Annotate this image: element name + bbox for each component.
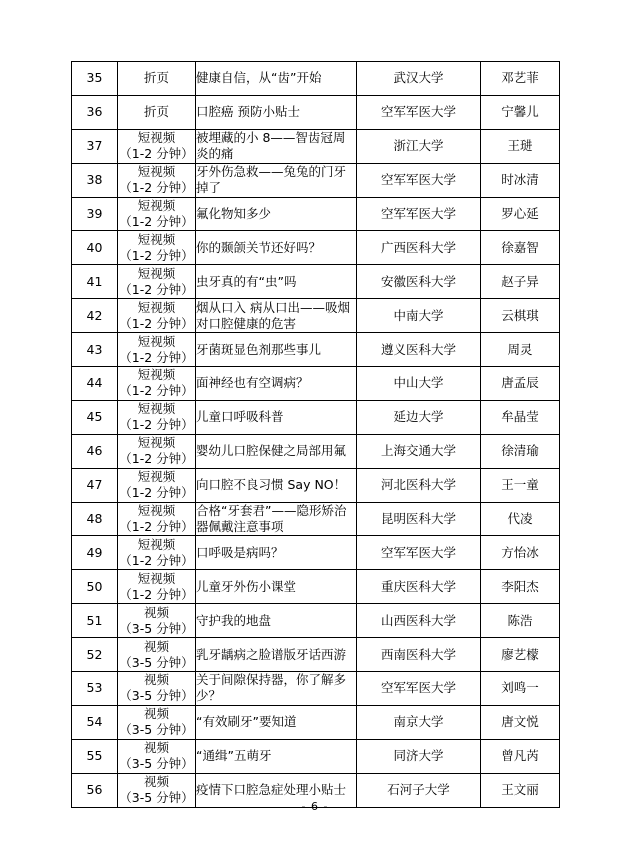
entry-title: 口腔癌 预防小贴士 bbox=[196, 95, 357, 129]
entry-type-line: 短视频 bbox=[137, 503, 176, 519]
page-number: - 6 - bbox=[301, 800, 329, 813]
entry-title: 合格“牙套君”——隐形矫治器佩戴注意事项 bbox=[196, 502, 357, 536]
entry-type-line: 短视频 bbox=[137, 198, 176, 213]
entry-author: 罗心延 bbox=[481, 197, 560, 231]
entry-author: 时冰清 bbox=[481, 163, 560, 197]
table-row bbox=[72, 265, 560, 299]
entry-title: 面神经也有空调病？ bbox=[196, 367, 357, 401]
entry-university: 中山大学 bbox=[357, 367, 481, 401]
table-row bbox=[72, 129, 560, 163]
entry-university: 空军军医大学 bbox=[357, 95, 481, 129]
entry-university: 河北医科大学 bbox=[357, 468, 481, 502]
entry-type bbox=[118, 299, 196, 333]
entry-number: 52 bbox=[72, 638, 118, 672]
entry-type-line: （3-5 分钟） bbox=[119, 620, 194, 636]
entry-number: 55 bbox=[72, 739, 118, 773]
entry-university: 昆明医科大学 bbox=[357, 502, 481, 536]
table-row bbox=[72, 62, 560, 96]
entry-type-line: 短视频 bbox=[137, 231, 176, 247]
table-row bbox=[72, 468, 560, 502]
entry-type-line: （1-2 分钟） bbox=[119, 383, 194, 399]
table-row bbox=[72, 672, 560, 706]
entry-author: 刘鸣一 bbox=[481, 672, 560, 706]
entry-number: 35 bbox=[72, 62, 118, 96]
entry-number: 41 bbox=[72, 265, 118, 299]
entry-university: 浙江大学 bbox=[357, 129, 481, 163]
entry-number: 53 bbox=[72, 672, 118, 706]
entry-university: 空军军医大学 bbox=[357, 672, 481, 706]
entry-type-line: （1-2 分钟） bbox=[119, 214, 194, 229]
entry-university: 空军军医大学 bbox=[357, 197, 481, 231]
entry-type-line: 短视频 bbox=[137, 265, 176, 281]
entry-title: 儿童牙外伤小课堂 bbox=[196, 570, 357, 604]
table-row bbox=[72, 638, 560, 672]
entry-number: 51 bbox=[72, 604, 118, 638]
entry-university: 空军军医大学 bbox=[357, 536, 481, 570]
entry-type bbox=[118, 705, 196, 739]
works-table-body bbox=[72, 62, 560, 808]
entry-author: 唐文悦 bbox=[481, 705, 560, 739]
entry-type-line: （3-5 分钟） bbox=[119, 654, 194, 670]
entry-type-line: （1-2 分钟） bbox=[119, 180, 194, 196]
entry-university: 安徽医科大学 bbox=[357, 265, 481, 299]
entry-type-line: （1-2 分钟） bbox=[119, 451, 194, 467]
entry-title: 氟化物知多少 bbox=[196, 197, 357, 231]
entry-author: 邓艺菲 bbox=[481, 62, 560, 96]
table-row bbox=[72, 299, 560, 333]
table-row bbox=[72, 739, 560, 773]
entry-type bbox=[118, 231, 196, 265]
entry-type bbox=[118, 367, 196, 401]
entry-author: 牟晶莹 bbox=[481, 400, 560, 434]
entry-author: 方怡冰 bbox=[481, 536, 560, 570]
entry-type-line: （1-2 分钟） bbox=[119, 586, 194, 602]
entry-author: 陈浩 bbox=[481, 604, 560, 638]
entry-type-line: （1-2 分钟） bbox=[119, 247, 194, 263]
entry-type bbox=[118, 502, 196, 536]
entry-type bbox=[118, 434, 196, 468]
entry-type-line: 短视频 bbox=[137, 536, 176, 552]
entry-author: 李阳杰 bbox=[481, 570, 560, 604]
entry-author: 廖艺檬 bbox=[481, 638, 560, 672]
entry-author: 云棋琪 bbox=[481, 299, 560, 333]
entry-type-line: （1-2 分钟） bbox=[119, 349, 194, 365]
table-row bbox=[72, 570, 560, 604]
entry-university: 广西医科大学 bbox=[357, 231, 481, 265]
entry-university: 空军军医大学 bbox=[357, 163, 481, 197]
entry-number: 42 bbox=[72, 299, 118, 333]
entry-type-line: （1-2 分钟） bbox=[119, 552, 194, 568]
entry-university: 重庆医科大学 bbox=[357, 570, 481, 604]
entry-title: 儿童口呼吸科普 bbox=[196, 400, 357, 434]
entry-number: 39 bbox=[72, 197, 118, 231]
entry-number: 49 bbox=[72, 536, 118, 570]
entry-title: 健康自信，从“齿”开始 bbox=[196, 62, 357, 96]
entry-number: 56 bbox=[72, 773, 118, 807]
entry-title: 关于间隙保持器，你了解多少？ bbox=[196, 672, 357, 706]
entry-author: 宁馨儿 bbox=[481, 95, 560, 129]
entry-number: 54 bbox=[72, 705, 118, 739]
entry-type-line: （3-5 分钟） bbox=[119, 688, 194, 704]
entry-type bbox=[118, 400, 196, 434]
entry-number: 45 bbox=[72, 400, 118, 434]
entry-author: 曾凡芮 bbox=[481, 739, 560, 773]
entry-title: 口呼吸是病吗？ bbox=[196, 536, 357, 570]
entry-type-line: 视频 bbox=[143, 672, 169, 688]
entry-title: “有效刷牙”要知道 bbox=[196, 705, 357, 739]
entry-type-line: （3-5 分钟） bbox=[119, 756, 194, 772]
entry-university: 南京大学 bbox=[357, 705, 481, 739]
entry-type-line: 视频 bbox=[143, 774, 169, 790]
table-row bbox=[72, 705, 560, 739]
entry-type-line: 短视频 bbox=[137, 164, 176, 180]
entry-university: 同济大学 bbox=[357, 739, 481, 773]
entry-type bbox=[118, 638, 196, 672]
entry-type bbox=[118, 265, 196, 299]
entry-number: 46 bbox=[72, 434, 118, 468]
entry-type-line: 短视频 bbox=[137, 469, 176, 485]
entry-type-line: 短视频 bbox=[137, 130, 176, 146]
entry-type-line: 短视频 bbox=[137, 435, 176, 451]
table-row bbox=[72, 604, 560, 638]
table-row bbox=[72, 536, 560, 570]
entry-author: 赵子异 bbox=[481, 265, 560, 299]
table-row bbox=[72, 197, 560, 231]
entry-number: 37 bbox=[72, 129, 118, 163]
entry-type-line: （3-5 分钟） bbox=[119, 722, 194, 738]
entry-title: 烟从口入 病从口出——吸烟对口腔健康的危害 bbox=[196, 299, 357, 333]
entry-type-line: 折页 bbox=[143, 104, 169, 120]
entry-university: 遵义医科大学 bbox=[357, 333, 481, 367]
entry-title: 牙外伤急救——兔兔的门牙掉了 bbox=[196, 163, 357, 197]
entry-type-line: 短视频 bbox=[137, 367, 176, 383]
entry-type-line: 短视频 bbox=[137, 570, 176, 586]
entry-type-line: （1-2 分钟） bbox=[119, 281, 194, 297]
entry-type bbox=[118, 604, 196, 638]
entry-author: 唐孟辰 bbox=[481, 367, 560, 401]
entry-type-line: （3-5 分钟） bbox=[119, 790, 194, 806]
entry-type bbox=[118, 62, 196, 96]
entry-number: 50 bbox=[72, 570, 118, 604]
entry-title: 乳牙龋病之脸谱版牙话西游 bbox=[196, 638, 357, 672]
entry-author: 王文丽 bbox=[481, 773, 560, 807]
entry-title: “通缉”五萌牙 bbox=[196, 739, 357, 773]
entry-author: 王一童 bbox=[481, 468, 560, 502]
table-row bbox=[72, 333, 560, 367]
entry-university: 延边大学 bbox=[357, 400, 481, 434]
entry-type bbox=[118, 672, 196, 706]
entry-type-line: （1-2 分钟） bbox=[119, 485, 194, 501]
entry-type-line: 视频 bbox=[143, 740, 169, 756]
entry-type-line: 短视频 bbox=[137, 299, 176, 315]
entry-title: 向口腔不良习惯 Say NO！ bbox=[196, 468, 357, 502]
entry-number: 47 bbox=[72, 468, 118, 502]
entry-type-line: 视频 bbox=[143, 604, 169, 620]
entry-university: 西南医科大学 bbox=[357, 638, 481, 672]
table-row bbox=[72, 502, 560, 536]
entry-type-line: （1-2 分钟） bbox=[119, 315, 194, 331]
entry-author: 代凌 bbox=[481, 502, 560, 536]
entry-university: 上海交通大学 bbox=[357, 434, 481, 468]
entry-title: 你的颞颌关节还好吗？ bbox=[196, 231, 357, 265]
table-row bbox=[72, 163, 560, 197]
table-row bbox=[72, 400, 560, 434]
entry-type-line: 折页 bbox=[143, 70, 169, 86]
entry-university: 石河子大学 bbox=[357, 773, 481, 807]
entry-author: 周灵 bbox=[481, 333, 560, 367]
entry-type-line: 短视频 bbox=[137, 401, 176, 417]
entry-type-line: 视频 bbox=[143, 638, 169, 654]
entry-type bbox=[118, 536, 196, 570]
entry-type bbox=[118, 333, 196, 367]
entry-type bbox=[118, 95, 196, 129]
entry-university: 武汉大学 bbox=[357, 62, 481, 96]
works-table bbox=[71, 61, 560, 808]
entry-title: 婴幼儿口腔保健之局部用氟 bbox=[196, 434, 357, 468]
entry-type bbox=[118, 197, 196, 231]
entry-number: 36 bbox=[72, 95, 118, 129]
entry-title: 虫牙真的有“虫”吗 bbox=[196, 265, 357, 299]
entry-number: 48 bbox=[72, 502, 118, 536]
entry-type-line: 短视频 bbox=[137, 333, 176, 349]
entry-title: 被埋藏的小 8——智齿冠周炎的痛 bbox=[196, 129, 357, 163]
entry-type-line: （1-2 分钟） bbox=[119, 519, 194, 535]
entry-type bbox=[118, 129, 196, 163]
table-row bbox=[72, 367, 560, 401]
table-row bbox=[72, 434, 560, 468]
entry-author: 徐清瑜 bbox=[481, 434, 560, 468]
entry-number: 43 bbox=[72, 333, 118, 367]
entry-type bbox=[118, 163, 196, 197]
entry-type-line: （1-2 分钟） bbox=[119, 417, 194, 433]
entry-university: 山西医科大学 bbox=[357, 604, 481, 638]
entry-type-line: （1-2 分钟） bbox=[119, 146, 194, 162]
entry-author: 王琎 bbox=[481, 129, 560, 163]
entry-author: 徐嘉智 bbox=[481, 231, 560, 265]
entry-number: 38 bbox=[72, 163, 118, 197]
entry-number: 44 bbox=[72, 367, 118, 401]
entry-type bbox=[118, 570, 196, 604]
entry-title: 疫情下口腔急症处理小贴士 bbox=[196, 773, 357, 807]
entry-type-line: 视频 bbox=[143, 706, 169, 722]
entry-university: 中南大学 bbox=[357, 299, 481, 333]
table-row bbox=[72, 95, 560, 129]
entry-type bbox=[118, 739, 196, 773]
table-row bbox=[72, 231, 560, 265]
entry-title: 守护我的地盘 bbox=[196, 604, 357, 638]
entry-number: 40 bbox=[72, 231, 118, 265]
entry-type bbox=[118, 468, 196, 502]
entry-title: 牙菌斑显色剂那些事儿 bbox=[196, 333, 357, 367]
